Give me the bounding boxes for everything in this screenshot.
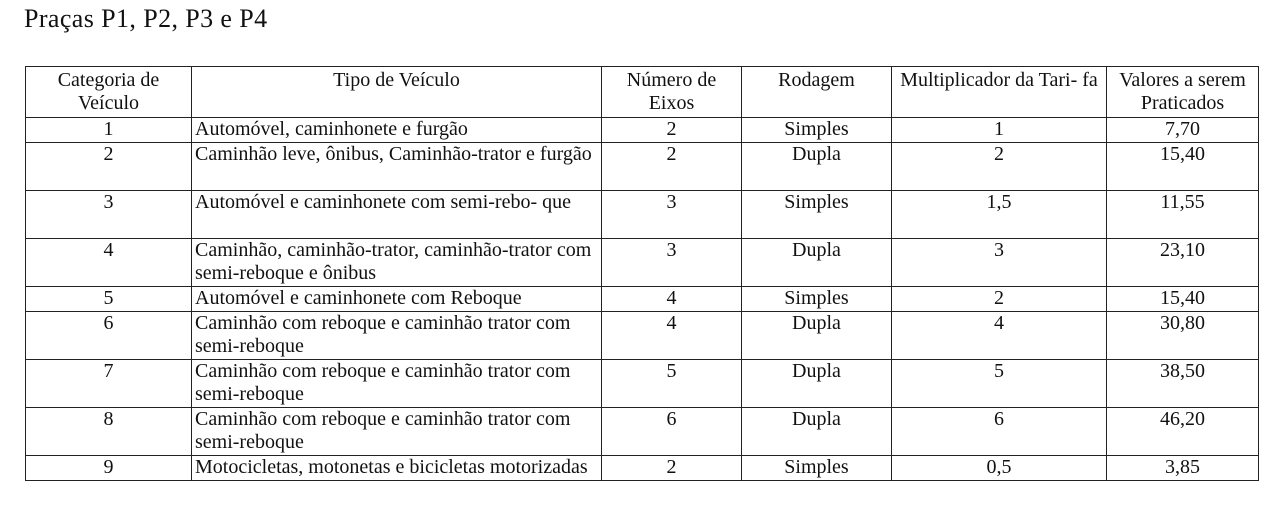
table-row — [26, 239, 1259, 287]
cell-multiplicador: 6 — [892, 408, 1107, 456]
table-row — [26, 191, 1259, 239]
cell-valor: 15,40 — [1107, 143, 1259, 191]
cell-categoria: 9 — [26, 456, 192, 481]
cell-tipo: Caminhão, caminhão-trator, caminhão-trator com semi-reboque e ônibus — [192, 239, 602, 287]
header-tipo: Tipo de Veículo — [192, 67, 602, 118]
cell-eixos: 4 — [602, 287, 742, 312]
cell-tipo: Automóvel e caminhonete com semi-rebo- que — [192, 191, 602, 239]
cell-tipo: Caminhão com reboque e caminhão trator com semi-reboque — [192, 312, 602, 360]
page-title: Praças P1, P2, P3 e P4 — [24, 4, 268, 33]
cell-rodagem: Dupla — [742, 143, 892, 191]
header-eixos: Número de Eixos — [602, 67, 742, 118]
table-row — [26, 360, 1259, 408]
cell-rodagem: Simples — [742, 456, 892, 481]
table-row — [26, 456, 1259, 481]
cell-valor: 3,85 — [1107, 456, 1259, 481]
cell-categoria: 2 — [26, 143, 192, 191]
cell-tipo: Automóvel, caminhonete e furgão — [192, 118, 602, 143]
cell-multiplicador: 2 — [892, 143, 1107, 191]
cell-tipo: Motocicletas, motonetas e bicicletas motorizadas — [192, 456, 602, 481]
cell-rodagem: Dupla — [742, 360, 892, 408]
cell-rodagem: Dupla — [742, 239, 892, 287]
cell-categoria: 8 — [26, 408, 192, 456]
cell-eixos: 3 — [602, 191, 742, 239]
cell-rodagem: Simples — [742, 287, 892, 312]
table-row — [26, 312, 1259, 360]
tariff-table — [25, 66, 1259, 481]
cell-multiplicador: 5 — [892, 360, 1107, 408]
table-row — [26, 143, 1259, 191]
cell-tipo: Automóvel e caminhonete com Reboque — [192, 287, 602, 312]
cell-eixos: 3 — [602, 239, 742, 287]
cell-rodagem: Dupla — [742, 312, 892, 360]
cell-valor: 11,55 — [1107, 191, 1259, 239]
cell-eixos: 2 — [602, 143, 742, 191]
cell-rodagem: Simples — [742, 118, 892, 143]
cell-rodagem: Simples — [742, 191, 892, 239]
cell-categoria: 4 — [26, 239, 192, 287]
cell-categoria: 3 — [26, 191, 192, 239]
table-row — [26, 287, 1259, 312]
cell-valor: 7,70 — [1107, 118, 1259, 143]
header-multiplicador: Multiplicador da Tari- fa — [892, 67, 1107, 118]
header-categoria: Categoria de Veículo — [26, 67, 192, 118]
cell-categoria: 5 — [26, 287, 192, 312]
cell-multiplicador: 1 — [892, 118, 1107, 143]
cell-multiplicador: 1,5 — [892, 191, 1107, 239]
cell-tipo: Caminhão com reboque e caminhão trator com semi-reboque — [192, 408, 602, 456]
cell-multiplicador: 2 — [892, 287, 1107, 312]
cell-valor: 30,80 — [1107, 312, 1259, 360]
cell-valor: 38,50 — [1107, 360, 1259, 408]
cell-eixos: 6 — [602, 408, 742, 456]
cell-multiplicador: 0,5 — [892, 456, 1107, 481]
header-rodagem: Rodagem — [742, 67, 892, 118]
table-header-row — [26, 67, 1259, 118]
cell-eixos: 4 — [602, 312, 742, 360]
cell-eixos: 5 — [602, 360, 742, 408]
cell-categoria: 7 — [26, 360, 192, 408]
cell-valor: 46,20 — [1107, 408, 1259, 456]
cell-eixos: 2 — [602, 118, 742, 143]
cell-valor: 15,40 — [1107, 287, 1259, 312]
cell-valor: 23,10 — [1107, 239, 1259, 287]
cell-multiplicador: 3 — [892, 239, 1107, 287]
header-valores: Valores a serem Praticados — [1107, 67, 1259, 118]
cell-multiplicador: 4 — [892, 312, 1107, 360]
cell-rodagem: Dupla — [742, 408, 892, 456]
cell-tipo: Caminhão leve, ônibus, Caminhão-trator e furgão — [192, 143, 602, 191]
table-row — [26, 118, 1259, 143]
table-row — [26, 408, 1259, 456]
cell-categoria: 6 — [26, 312, 192, 360]
cell-tipo: Caminhão com reboque e caminhão trator com semi-reboque — [192, 360, 602, 408]
cell-categoria: 1 — [26, 118, 192, 143]
cell-eixos: 2 — [602, 456, 742, 481]
